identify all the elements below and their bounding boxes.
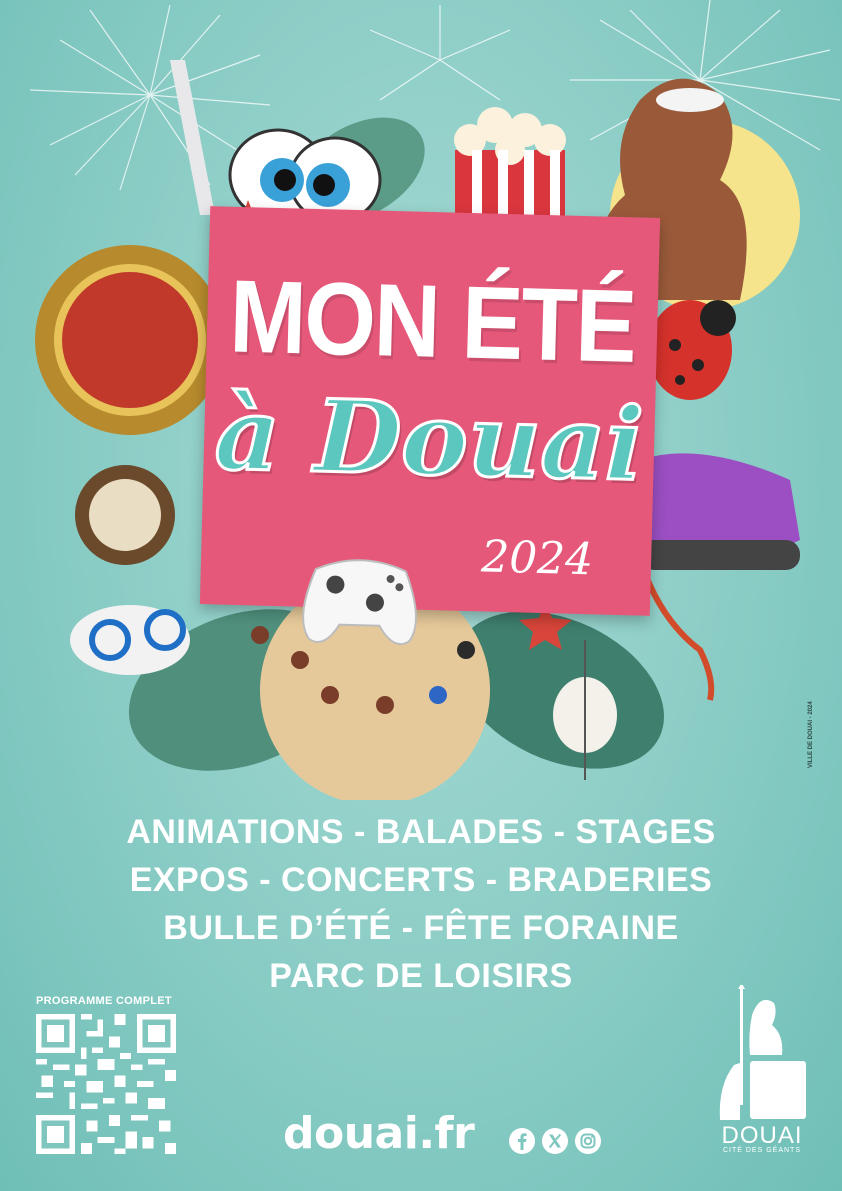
credit-text: VILLE DE DOUAI - 2024 (808, 701, 814, 768)
sunglasses-icon (656, 88, 724, 112)
qr-label: PROGRAMME COMPLET (36, 995, 172, 1007)
activity-line: EXPOS - CONCERTS - BRADERIES (129, 861, 713, 899)
belfry-spire (170, 60, 215, 215)
activity-line: ANIMATIONS - BALADES - STAGES (126, 813, 716, 851)
activity-line: BULLE D’ÉTÉ - FÊTE FORAINE (163, 909, 679, 947)
instagram-icon[interactable] (574, 1127, 602, 1155)
title-line2: à Douai (213, 374, 645, 504)
title-line1: MON ÉTÉ (228, 259, 637, 385)
x-icon[interactable] (541, 1127, 569, 1155)
title-card (200, 206, 660, 616)
logo-tagline: CITÉ DES GÉANTS (722, 1147, 801, 1154)
activity-line: PARC DE LOISIRS (269, 957, 573, 995)
facebook-icon[interactable] (508, 1127, 536, 1155)
qr-code[interactable] (36, 1014, 176, 1154)
title-year: 2024 (480, 531, 594, 586)
logo-name: DOUAI (721, 1122, 803, 1149)
activities-list (0, 808, 842, 1000)
game-controller-icon (294, 539, 427, 652)
website-link[interactable]: douai.fr (283, 1108, 475, 1159)
